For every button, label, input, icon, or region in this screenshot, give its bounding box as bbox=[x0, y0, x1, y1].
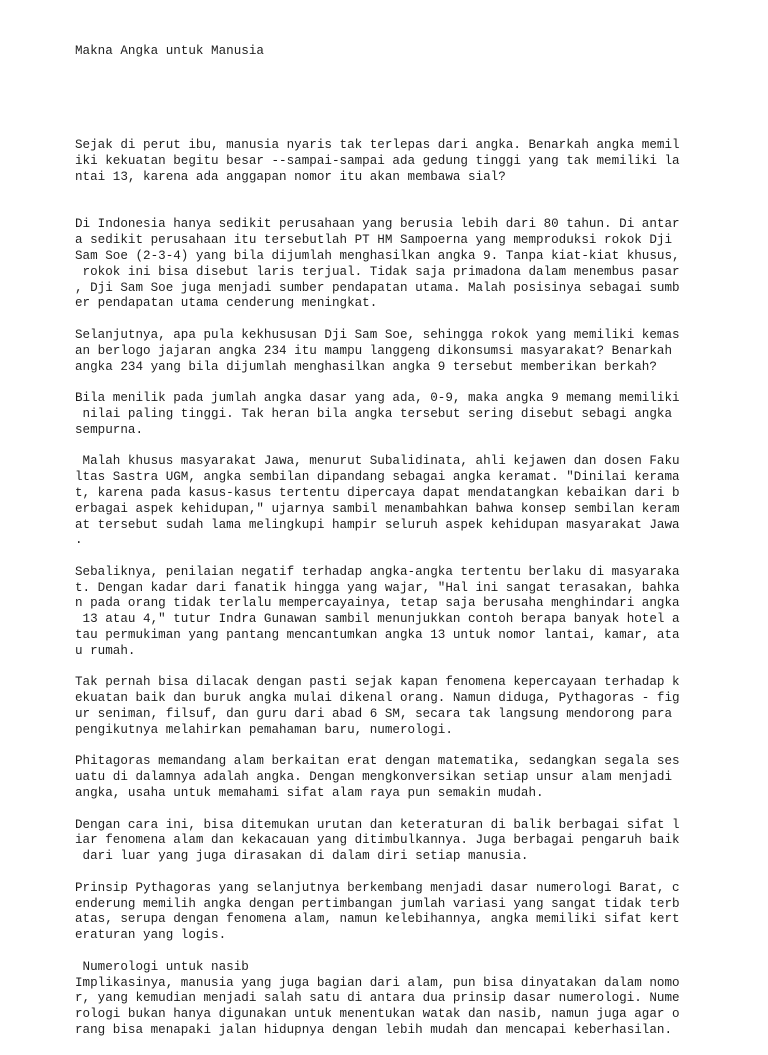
paragraph bbox=[75, 138, 695, 185]
text-line: enderung memilih angka dengan pertimbangan jumlah variasi yang sangat tidak terb bbox=[75, 896, 680, 911]
text-line: Dengan cara ini, bisa ditemukan urutan dan keteraturan di balik berbagai sifat l bbox=[75, 817, 680, 832]
text-line: at tersebut sudah lama melingkupi hampir seluruh aspek kehidupan masyarakat Jawa bbox=[75, 517, 680, 532]
text-line: ekuatan baik dan buruk angka mulai dikenal orang. Namun diduga, Pythagoras - fig bbox=[75, 691, 680, 706]
text-line: n pada orang tidak terlalu mempercayainya, tetap saja berusaha menghindari angka bbox=[75, 596, 680, 611]
text-line: u rumah. bbox=[75, 643, 136, 658]
text-line: angka, usaha untuk memahami sifat alam raya pun semakin mudah. bbox=[75, 786, 544, 801]
paragraph-list bbox=[75, 138, 695, 1038]
text-line: ur seniman, filsuf, dan guru dari abad 6 SM, secara tak langsung mendorong para bbox=[75, 707, 673, 722]
paragraph bbox=[75, 391, 695, 438]
text-line: r, yang kemudian menjadi salah satu di antara dua prinsip dasar numerologi. Nume bbox=[75, 991, 680, 1006]
text-line: tau permukiman yang pantang mencantumkan angka 13 untuk nomor lantai, kamar, ata bbox=[75, 628, 680, 643]
text-line: Sejak di perut ibu, manusia nyaris tak terlepas dari angka. Benarkah angka memil bbox=[75, 138, 680, 153]
text-line: rologi bukan hanya digunakan untuk menentukan watak dan nasib, namun juga agar o bbox=[75, 1007, 680, 1022]
paragraph bbox=[75, 675, 695, 738]
text-line: Malah khusus masyarakat Jawa, menurut Subalidinata, ahli kejawen dan dosen Faku bbox=[75, 454, 680, 469]
paragraph bbox=[75, 565, 695, 660]
text-line: Numerologi untuk nasib bbox=[75, 959, 249, 974]
paragraph bbox=[75, 818, 695, 865]
text-line: a sedikit perusahaan itu tersebutlah PT HM Sampoerna yang memproduksi rokok Dji bbox=[75, 233, 673, 248]
paragraph bbox=[75, 754, 695, 801]
paragraph bbox=[75, 960, 695, 1039]
text-line: t, karena pada kasus-kasus tertentu dipercaya dapat mendatangkan kebaikan dari b bbox=[75, 485, 680, 500]
text-line: iki kekuatan begitu besar --sampai-sampai ada gedung tinggi yang tak memiliki la bbox=[75, 154, 680, 169]
text-line: . bbox=[75, 533, 83, 548]
paragraph bbox=[75, 328, 695, 375]
text-line: ntai 13, karena ada anggapan nomor itu akan membawa sial? bbox=[75, 169, 506, 184]
text-line: sempurna. bbox=[75, 422, 144, 437]
text-line: dari luar yang juga dirasakan di dalam diri setiap manusia. bbox=[75, 849, 529, 864]
text-line: uatu di dalamnya adalah angka. Dengan mengkonversikan setiap unsur alam menjadi bbox=[75, 770, 673, 785]
text-line: iar fenomena alam dan kekacauan yang ditimbulkannya. Juga berbagai pengaruh baik bbox=[75, 833, 680, 848]
text-line: atas, serupa dengan fenomena alam, namun kelebihannya, angka memiliki sifat kert bbox=[75, 912, 680, 927]
text-line: Sebaliknya, penilaian negatif terhadap angka-angka tertentu berlaku di masyaraka bbox=[75, 564, 680, 579]
text-line: Implikasinya, manusia yang juga bagian dari alam, pun bisa dinyatakan dalam nomo bbox=[75, 975, 680, 990]
text-line: Prinsip Pythagoras yang selanjutnya berkembang menjadi dasar numerologi Barat, c bbox=[75, 880, 680, 895]
text-line: Bila menilik pada jumlah angka dasar yang ada, 0-9, maka angka 9 memang memiliki bbox=[75, 391, 680, 406]
document-body bbox=[75, 12, 695, 1055]
text-line: , Dji Sam Soe juga menjadi sumber pendapatan utama. Malah posisinya sebagai sumb bbox=[75, 280, 680, 295]
paragraph bbox=[75, 881, 695, 944]
text-line: Phitagoras memandang alam berkaitan erat dengan matematika, sedangkan segala ses bbox=[75, 754, 680, 769]
text-line: er pendapatan utama cenderung meningkat. bbox=[75, 296, 378, 311]
document-title: Makna Angka untuk Manusia bbox=[75, 43, 264, 58]
text-line: an berlogo jajaran angka 234 itu mampu langgeng dikonsumsi masyarakat? Benarkah bbox=[75, 343, 673, 358]
text-line: eraturan yang logis. bbox=[75, 928, 227, 943]
text-line: Tak pernah bisa dilacak dengan pasti sejak kapan fenomena kepercayaan terhadap k bbox=[75, 675, 680, 690]
text-line: t. Dengan kadar dari fanatik hingga yang wajar, "Hal ini sangat terasakan, bahka bbox=[75, 580, 680, 595]
text-line: nilai paling tinggi. Tak heran bila angka tersebut sering disebut sebagi angka bbox=[75, 406, 673, 421]
paragraph bbox=[75, 454, 695, 549]
text-line: Di Indonesia hanya sedikit perusahaan yang berusia lebih dari 80 tahun. Di antar bbox=[75, 217, 680, 232]
text-line: 13 atau 4," tutur Indra Gunawan sambil menunjukkan contoh berapa banyak hotel a bbox=[75, 612, 680, 627]
text-line: Sam Soe (2-3-4) yang bila dijumlah menghasilkan angka 9. Tanpa kiat-kiat khusus, bbox=[75, 248, 680, 263]
text-line: erbagai aspek kehidupan," ujarnya sambil menambahkan bahwa konsep sembilan keram bbox=[75, 501, 680, 516]
text-line: rang bisa menapaki jalan hidupnya dengan lebih mudah dan mencapai keberhasilan. bbox=[75, 1023, 673, 1037]
paragraph bbox=[75, 217, 695, 312]
text-line: pengikutnya melahirkan pemahaman baru, numerologi. bbox=[75, 722, 453, 737]
text-line: Selanjutnya, apa pula kekhususan Dji Sam Soe, sehingga rokok yang memiliki kemas bbox=[75, 327, 680, 342]
text-line: angka 234 yang bila dijumlah menghasilkan angka 9 tersebut memberikan berkah? bbox=[75, 359, 657, 374]
text-line: rokok ini bisa disebut laris terjual. Tidak saja primadona dalam menembus pasar bbox=[75, 264, 680, 279]
text-line: ltas Sastra UGM, angka sembilan dipandang sebagai angka keramat. "Dinilai kerama bbox=[75, 470, 680, 485]
gap bbox=[75, 91, 695, 107]
